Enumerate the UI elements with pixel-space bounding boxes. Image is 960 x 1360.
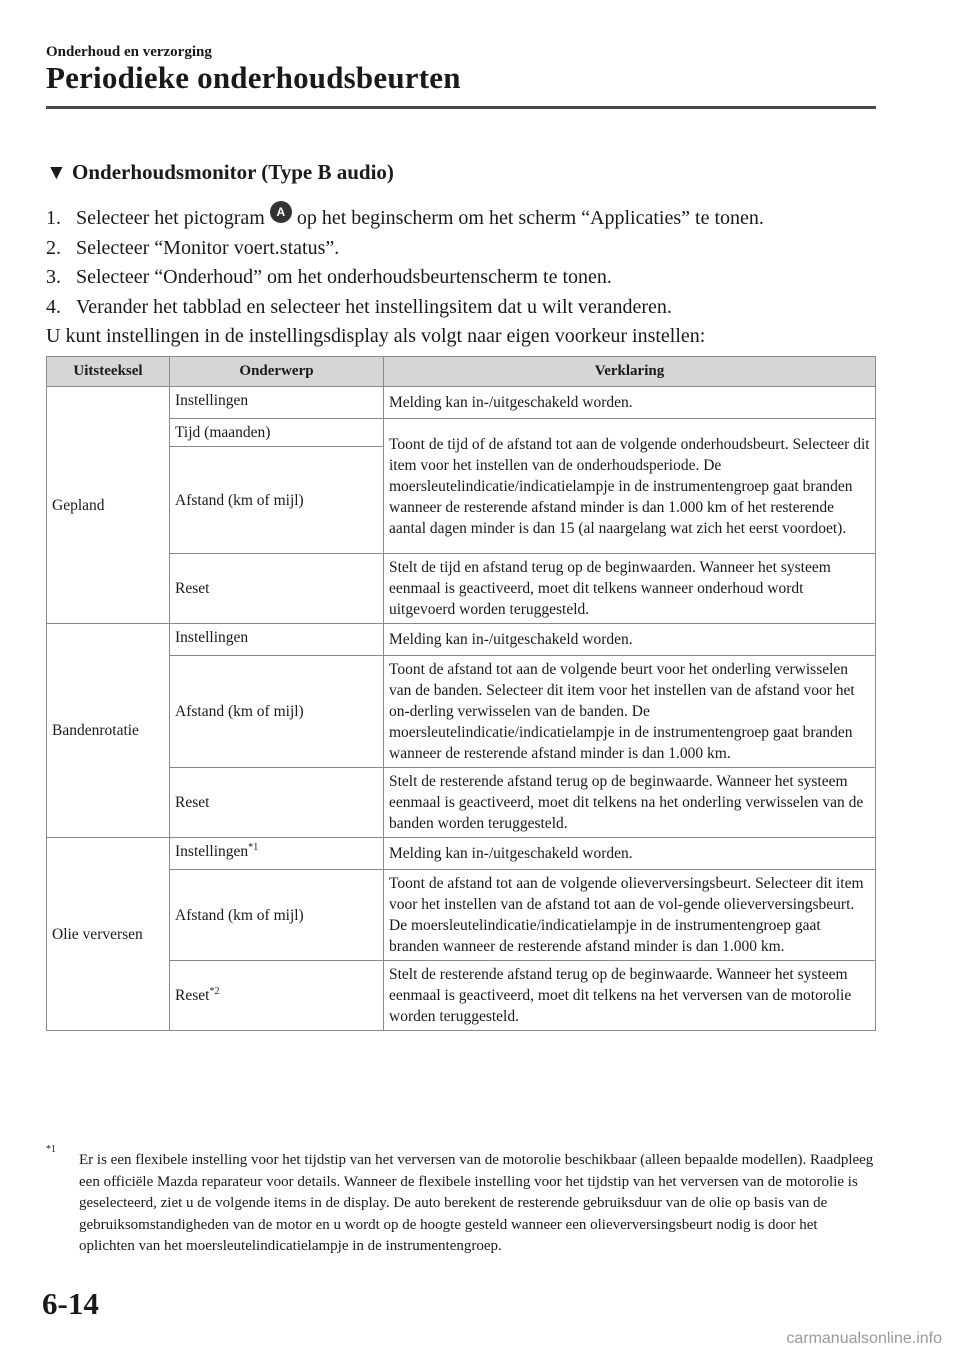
item-explanation: Stelt de resterende afstand terug op de beginwaarde. Wanneer het systeem eenmaal is geactiveerd, moet dit telkens na het onderling verwisselen van de banden worden teruggesteld. bbox=[384, 768, 876, 838]
item-name: Tijd (maanden) bbox=[170, 419, 384, 447]
steps-list bbox=[46, 204, 886, 352]
item-explanation: Melding kan in-/uitgeschakeld worden. bbox=[384, 624, 876, 656]
group-gepland: Gepland bbox=[47, 387, 170, 624]
item-name bbox=[170, 961, 384, 1031]
footnote-ref: *2 bbox=[209, 986, 220, 997]
step-text: op het beginscherm om het scherm “Applicaties” te tonen. bbox=[291, 207, 764, 229]
step-text: Verander het tabblad en selecteer het instellingsitem dat u wilt veranderen. bbox=[76, 295, 672, 318]
item-name: Afstand (km of mijl) bbox=[170, 870, 384, 961]
step-text: Selecteer “Monitor voert.status”. bbox=[76, 236, 340, 259]
item-name: Afstand (km of mijl) bbox=[170, 656, 384, 768]
header-uitsteeksel: Uitsteeksel bbox=[47, 357, 170, 387]
group-bandenrotatie: Bandenrotatie bbox=[47, 624, 170, 838]
table-row bbox=[47, 419, 876, 447]
table-header-row bbox=[47, 357, 876, 387]
table-row bbox=[47, 656, 876, 768]
item-name-text: Instellingen bbox=[175, 843, 249, 860]
item-name: Instellingen bbox=[170, 624, 384, 656]
item-name: Instellingen bbox=[170, 387, 384, 419]
intro-text: U kunt instellingen in de instellingsdisplay als volgt naar eigen voorkeur instellen: bbox=[46, 325, 706, 347]
item-explanation: Stelt de tijd en afstand terug op de beginwaarden. Wanneer het systeem eenmaal is geactiveerd, moet dit telkens wanneer onderhoud wordt uitgevoerd worden teruggesteld. bbox=[384, 554, 876, 624]
item-explanation: Melding kan in-/uitgeschakeld worden. bbox=[384, 387, 876, 419]
table-row bbox=[47, 554, 876, 624]
step-3 bbox=[46, 263, 886, 293]
maintenance-table bbox=[46, 356, 876, 1031]
item-explanation: Toont de afstand tot aan de volgende beurt voor het onderling verwisselen van de banden. Selecteer dit item voor het instellen van de afstand voor het on-derling verwisselen van de banden. De moersleutelindicatie/indicatielampje in de instrumentengroep gaat branden wanneer de resterende afstand minder is dan 1.000 km. bbox=[384, 656, 876, 768]
page-title: Periodieke onderhoudsbeurten bbox=[46, 60, 461, 95]
item-explanation: Toont de afstand tot aan de volgende olieverversingsbeurt. Selecteer dit item voor het instellen van de afstand tot aan de vol-gende olieverversingsbeurt. De moersleutelindicatie/indicatielampje in de instrumentengroep gaat branden wanneer de resterende afstand minder is dan 1.000 km. bbox=[384, 870, 876, 961]
footnote-text: Er is een flexibele instelling voor het tijdstip van het verversen van de motorolie beschikbaar (alleen bepaalde modellen). Raadpleeg een officiële Mazda reparateur voor details. Wanneer de flexibele instelling voor het tijdstip van het verversen van de motorolie is geselecteerd, ziet u de volgende items in de display. De auto berekent de resterende gebruiksduur van de olie op basis van de gebruiksomstandigheden van de motor en u wordt op de hoogte gesteld wanneer een olieverversingsbeurt nodig is door het oplichten van het moersleutelindicatielampje in de instrumentengroep. bbox=[79, 1152, 874, 1254]
footnote: *1 Er is een flexibele instelling voor het tijdstip van het verversen van de motorolie beschikbaar (alleen bepaalde modellen). Raadpleeg een officiële Mazda reparateur voor details. Wanneer de flexibele instelling voor het tijdstip van het verversen van de motorolie is geselecteerd, ziet u de volgende items in de display. De auto berekent de resterende gebruiksduur van de olie op basis van de gebruiksomstandigheden van de motor en u wordt op de hoogte gesteld wanneer een olieverversingsbeurt nodig is door het oplichten van het moersleutelindicatielampje in de instrumentengroep. bbox=[46, 1150, 876, 1258]
item-name-text: Reset bbox=[175, 987, 210, 1004]
item-name: Reset bbox=[170, 554, 384, 624]
step-number: 1. bbox=[46, 207, 61, 229]
step-1 bbox=[46, 204, 886, 234]
sub-heading: ▼ Onderhoudsmonitor (Type B audio) bbox=[46, 160, 394, 184]
step-text: Selecteer het pictogram bbox=[76, 207, 270, 229]
item-explanation: Stelt de resterende afstand terug op de beginwaarde. Wanneer het systeem eenmaal is geactiveerd, moet dit telkens na het verversen van de motorolie worden teruggesteld. bbox=[384, 961, 876, 1031]
page-number: 6-14 bbox=[42, 1286, 99, 1321]
watermark: carmanualsonline.info bbox=[786, 1330, 942, 1347]
footnote-ref: *1 bbox=[248, 842, 259, 853]
item-name: Afstand (km of mijl) bbox=[170, 447, 384, 554]
item-name: Reset bbox=[170, 768, 384, 838]
item-explanation: Melding kan in-/uitgeschakeld worden. bbox=[384, 838, 876, 870]
header-verklaring: Verklaring bbox=[384, 357, 876, 387]
group-olie-verversen: Olie verversen bbox=[47, 838, 170, 1031]
table-row bbox=[47, 387, 876, 419]
table-row bbox=[47, 624, 876, 656]
table-row bbox=[47, 838, 876, 870]
item-explanation: Toont de tijd of de afstand tot aan de volgende onderhoudsbeurt. Selecteer dit item voor het instellen van de onderhoudsperiode. De moersleutelindicatie/indicatielampje in de instrumentengroep gaat branden wanneer de resterende afstand minder is dan 1.000 km of het resterende aantal dagen minder is dan 15 (al naargelang wat zich het eerst voordoet). bbox=[384, 419, 876, 554]
step-number: 3. bbox=[46, 266, 61, 288]
header-onderwerp: Onderwerp bbox=[170, 357, 384, 387]
step-4 bbox=[46, 293, 886, 323]
step-number: 4. bbox=[46, 295, 61, 318]
step-number: 2. bbox=[46, 236, 61, 259]
table-row bbox=[47, 870, 876, 961]
applications-icon: A bbox=[270, 201, 292, 223]
table-row bbox=[47, 768, 876, 838]
table-row bbox=[47, 961, 876, 1031]
section-label: Onderhoud en verzorging bbox=[46, 44, 212, 60]
title-rule bbox=[46, 106, 876, 109]
step-2 bbox=[46, 234, 886, 264]
step-text: Selecteer “Onderhoud” om het onderhoudsbeurtenscherm te tonen. bbox=[76, 266, 612, 288]
item-name bbox=[170, 838, 384, 870]
